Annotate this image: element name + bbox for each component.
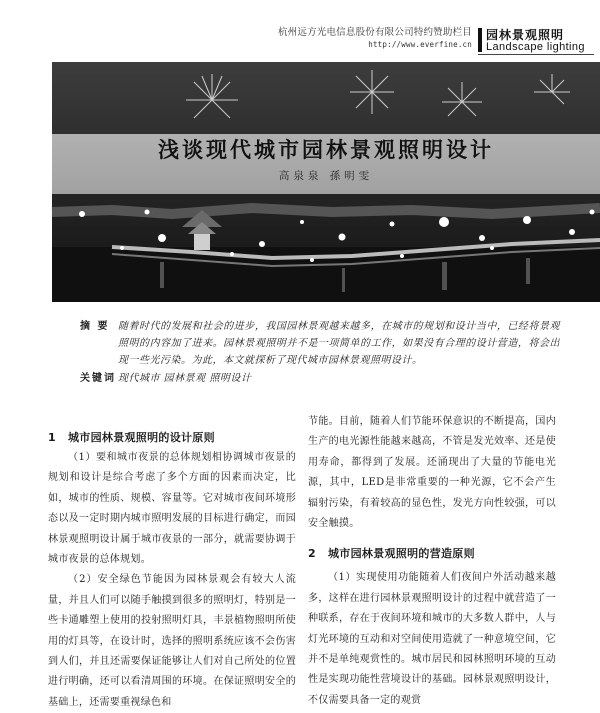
fireworks — [186, 70, 570, 118]
far-shore — [52, 208, 600, 214]
section-2-number: 2 — [308, 547, 316, 561]
hero-photo — [52, 62, 600, 302]
abstract-row — [80, 318, 560, 369]
abstract-block — [80, 318, 560, 387]
abstract-text: 随着时代的发展和社会的进步，我国园林景观越来越多，在城市的规划和设计当中，已经将景观照明的内容加了进来。园林景观照明并不是一项简单的工作，如果没有合理的设计营造，将会出现一些光污染。为此，本文就探析了现代城市园林景观照明设计。 — [118, 321, 560, 366]
abstract-label: 摘 要 — [80, 321, 110, 332]
column-brand — [478, 26, 594, 54]
section-1-title: 城市园林景观照明的设计原则 — [68, 431, 215, 444]
body-column-left — [48, 428, 296, 713]
section-2-heading — [308, 544, 556, 564]
brand-bar — [478, 28, 482, 52]
sponsor-line — [278, 27, 472, 51]
sponsor-url[interactable]: http://www.everfine.cn — [368, 40, 472, 49]
continued-paragraph: 节能。目前，随着人们节能环保意识的不断提高，国内生产的电光源性能越来越高，不管是发光效率、还是使用寿命，都得到了发展。还涌现出了大量的节能电光源，其中，LED是非常重要的一种光源，它不会产生辐射污染，有着较高的显色性，发光方向性较强，可以安全触摸。 — [308, 416, 556, 530]
keywords-label: 关键词 — [80, 373, 116, 384]
body-column-right — [308, 412, 556, 711]
section-1-paragraph-2: （2）安全绿色节能因为园林景观会有较大人流量，并且人们可以随手触摸到很多的照明灯，特别是一些卡通雕塑上使用的投射照明灯具，丰景植物照明所使用的灯具等，在设计时，选择的照明系统应该不会伤害到人们，并且还需要保证能够让人们对自己所处的位置进行明确，还可以看清周围的环境。在保证照明安全的基础上，还需要重视绿色和 — [48, 574, 296, 708]
article-title: 浅谈现代城市园林景观照明设计 — [158, 138, 494, 162]
page-header — [0, 0, 600, 56]
keywords-row — [80, 370, 560, 387]
column-title-en: Landscape lighting — [486, 41, 585, 53]
header-rule — [478, 54, 594, 55]
column-title-cn: 园林景观照明 — [486, 28, 565, 42]
article-authors: 高泉泉 孫明雯 — [278, 170, 374, 182]
sponsor-text: 杭州远方光电信息股份有限公司特约赞助栏目 — [277, 27, 472, 38]
section-1-paragraph-1: （1）要和城市夜景的总体规划相协调城市夜景的规划和设计是综合考虑了多个方面的因素而决定，比如，城市的性质、规模、容量等。它对城市夜间环境形态以及一定时期内城市照明发展的目标进行确定，而园林景观照明设计属于城市夜景的一部分，就需要协调于城市夜景的总体规划。 — [48, 452, 296, 566]
keywords-text: 现代城市 园林景观 照明设计 — [118, 373, 252, 384]
section-gap — [308, 534, 556, 544]
section-2-title: 城市园林景观照明的营造原则 — [328, 547, 475, 561]
section-1-heading — [48, 428, 296, 448]
section-2-paragraph-1: （1）实现使用功能随着人们夜间户外活动越来越多，这样在进行园林景观照明设计的过程中就营造了一种联系，存在于夜间环境和城市的大多数人群中，人与灯光环境的互动和对空间使用造就了一种意境空间，它并不是单纯观赏性的。城市居民和园林照明环境的互动性是实现功能性营境设计的基础。园林景观照明设计，不仅需要具备一定的观赏 — [308, 572, 556, 706]
section-1-number: 1 — [48, 431, 56, 444]
